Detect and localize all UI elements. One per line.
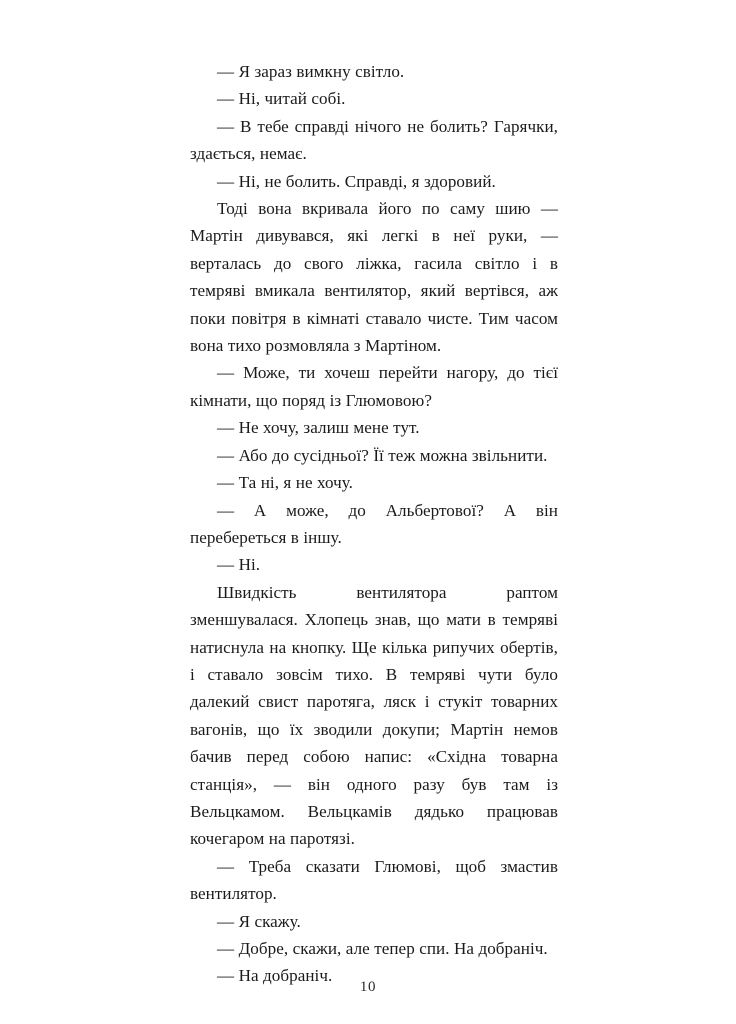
paragraph: — Та ні, я не хочу.	[217, 473, 353, 493]
paragraph: Тоді вона вкривала його по саму шию — Мартін дивувався, які легкі в неї руки, — верталась до свого ліжка, гасила світло і в темряві вмикала вентилятор, який вертівся, аж поки повітря в кімнаті ставало чисте. Тим часом вона тихо розмовляла з Мартіном.	[190, 199, 558, 356]
paragraph: — Ні, не болить. Справді, я здоровий.	[217, 171, 496, 191]
paragraph: — А може, до Альбертової? А він перебереться в іншу.	[190, 500, 558, 547]
paragraph: — Я зараз вимкну світло.	[217, 62, 405, 81]
page-number: 10	[359, 979, 377, 995]
paragraph: Швидкість вентилятора раптом зменшувалася. Хлопець знав, що мати в темряві натиснула на кнопку. Ще кілька рипучих обертів, і ставало зовсім тихо. В темряві чути було далекий свист паротяга, ляск і стукіт товарних вагонів, що їх зводили докупи; Мартін немов бачив перед собою напис: «Східна товарна станція», — він одного разу був там із Вельцкамом. Вельцкамів дядько працював кочегаром на паротязі.	[190, 582, 558, 849]
page-text-block	[190, 58, 558, 990]
paragraph: — Ні, читай собі.	[217, 89, 346, 109]
paragraph: — Добре, скажи, але тепер спи. На добраніч.	[217, 939, 548, 958]
paragraph: — На добраніч.	[217, 966, 333, 986]
paragraph: — Ні.	[217, 555, 261, 575]
paragraph: — Треба сказати Глюмові, щоб змастив вентилятор.	[190, 856, 558, 904]
paragraph: — Або до сусідньої? Її теж можна звільнити.	[217, 445, 548, 465]
paragraph: — Я скажу.	[217, 911, 301, 931]
paragraph: — Не хочу, залиш мене тут.	[217, 418, 420, 438]
paragraph: — Може, ти хочеш перейти нагору, до тієї кімнати, що поряд із Глюмовою?	[190, 363, 558, 410]
paragraph: — В тебе справді нічого не болить? Гарячки, здається, немає.	[190, 116, 558, 164]
